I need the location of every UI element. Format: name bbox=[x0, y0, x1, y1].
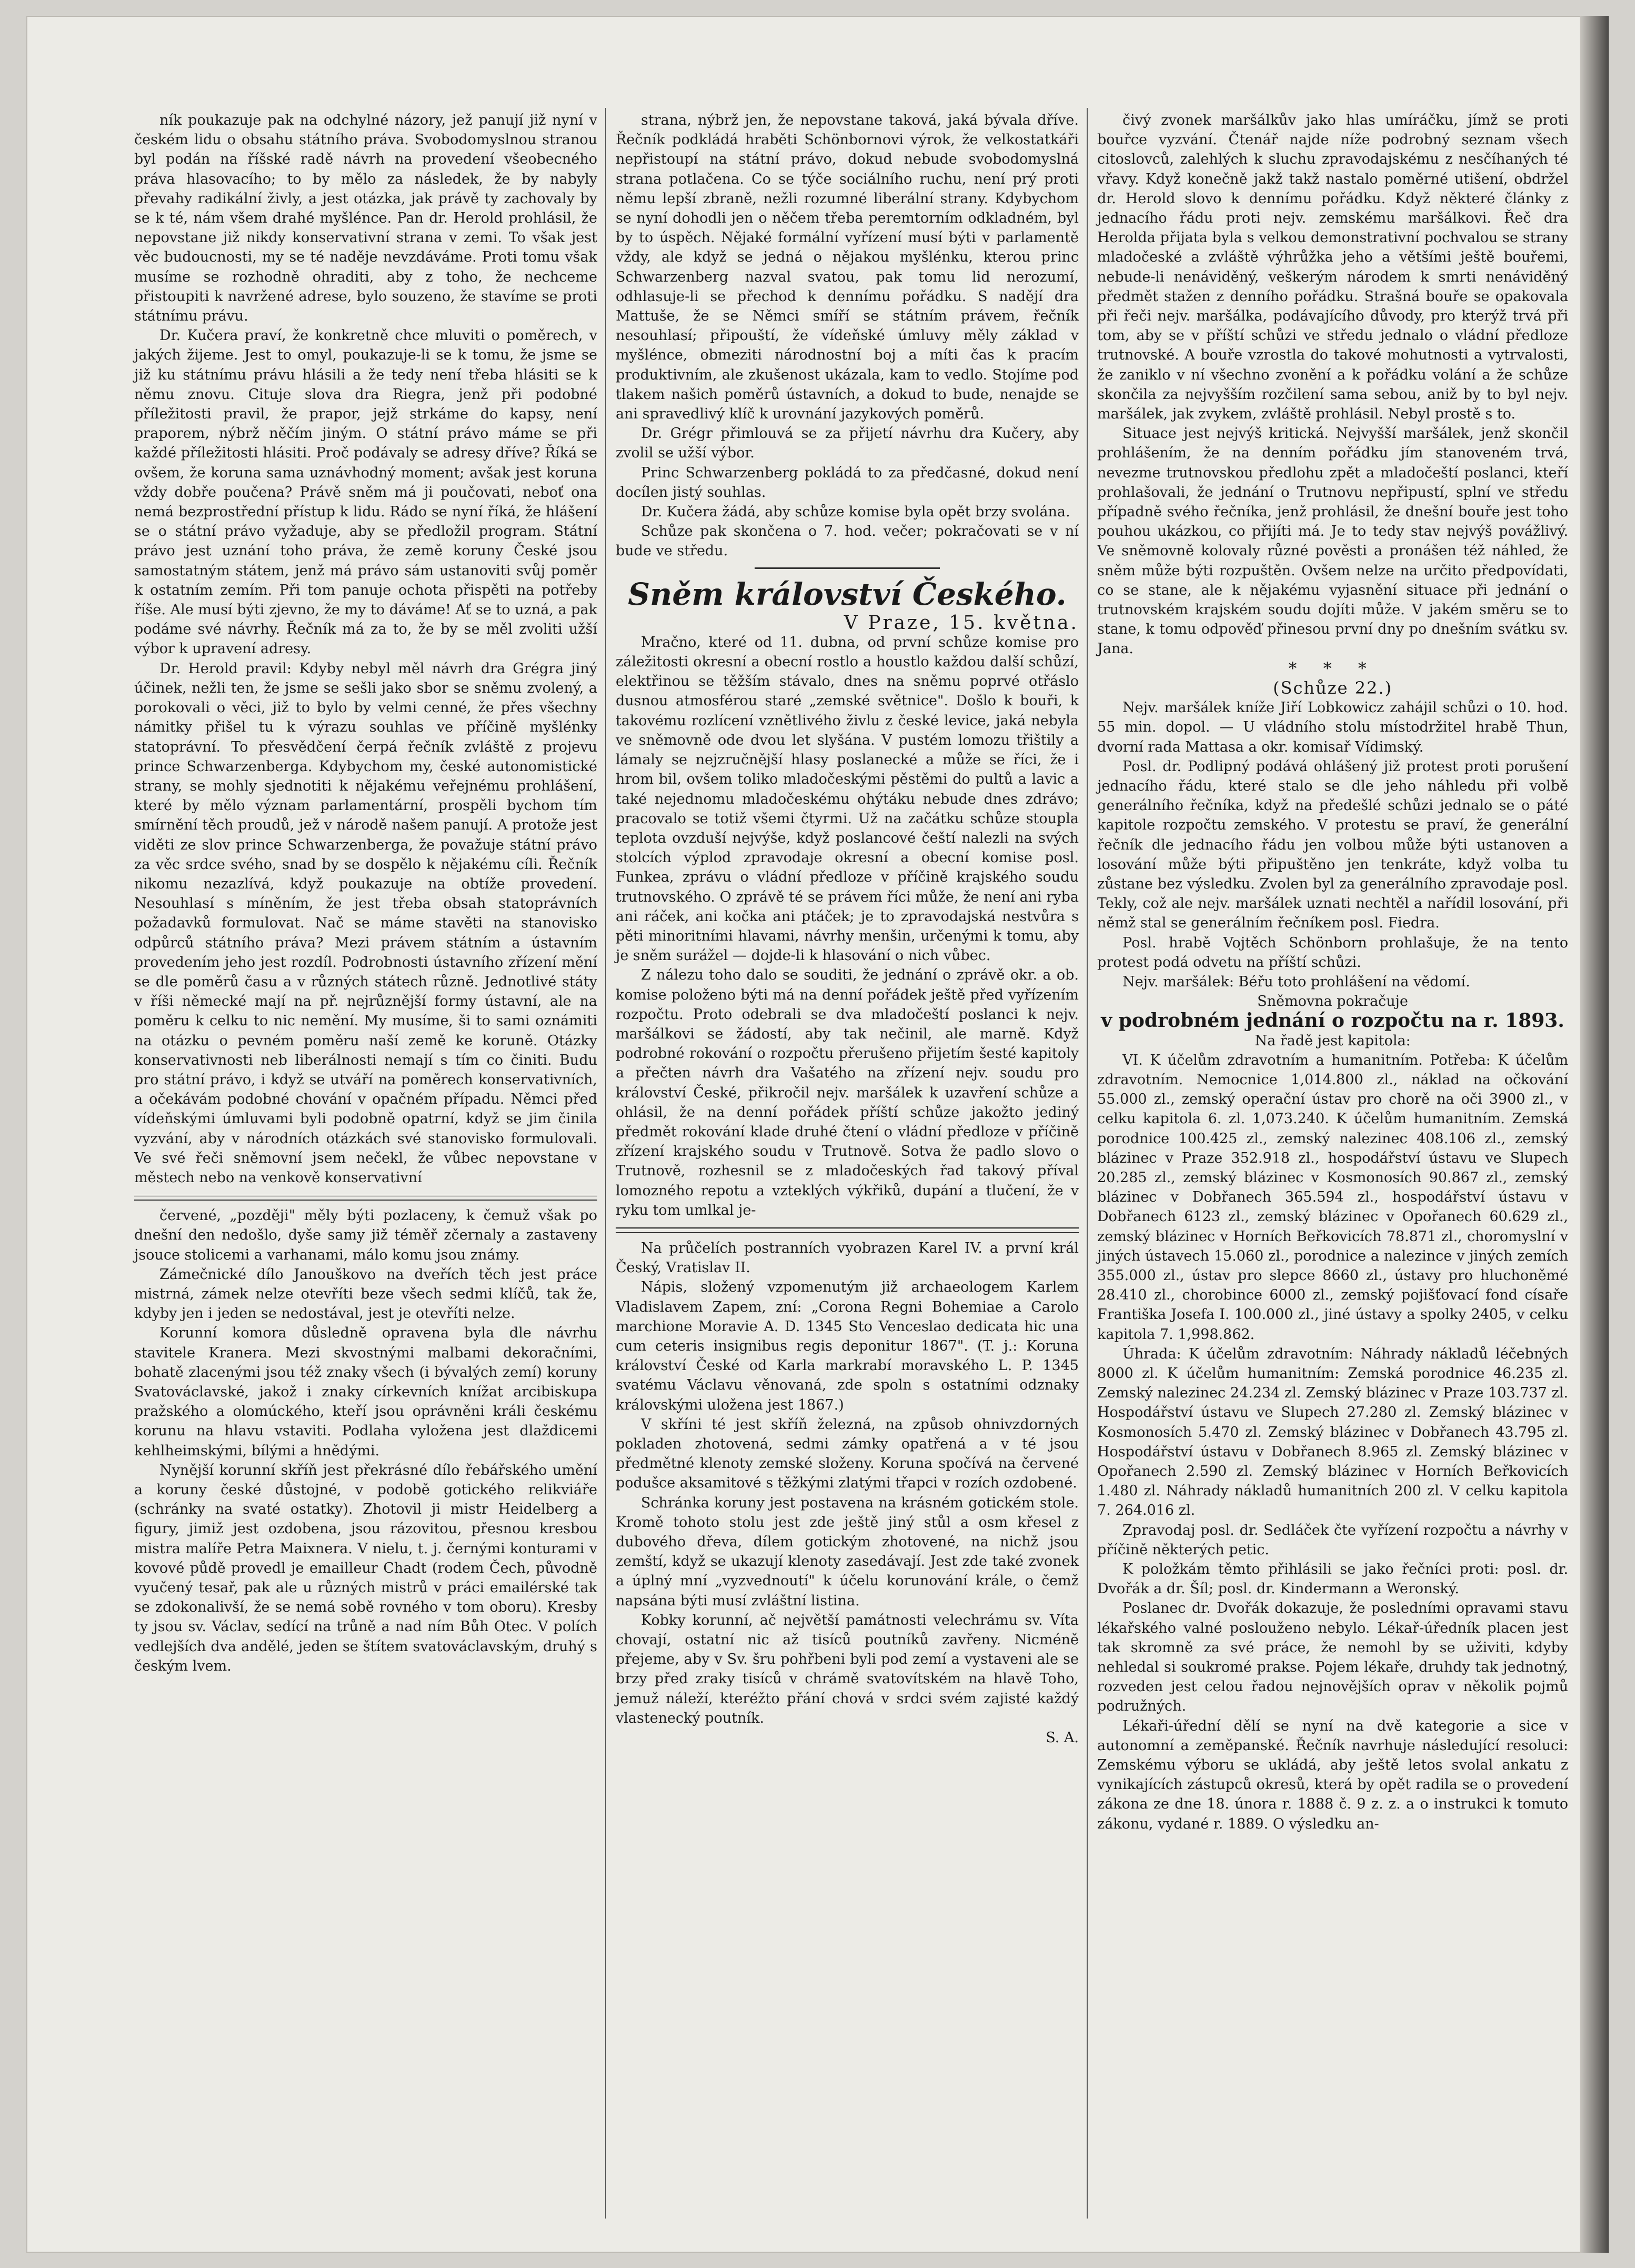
column-2 bbox=[616, 111, 1079, 1747]
heading-rule bbox=[755, 567, 940, 569]
section-divider bbox=[134, 1195, 597, 1201]
section-divider bbox=[616, 1227, 1079, 1233]
article-paragraph: Posl. dr. Podlipný podává ohlášený již protest proti porušení jednacího řádu, které stalo se dle jeho náhledu při volbě generálního řečníka, když na předešlé schůzi jednalo se o páté kapitole rozpočtu zemského. V protestu se praví, že generální řečník dle jednacího řádu jen volbou může býti ustanoven a losování může býti připuštěno jen tenkráte, když volba tu zůstane bez výsledku. Zvolen byl za generálního zpravodaje posl. Tekly, což ale nejv. maršálek uznati nechtěl a nařídil losování, při němž stal se generálním řečníkem posl. Fiedra. bbox=[1097, 758, 1568, 932]
column-divider-right bbox=[1087, 108, 1088, 2219]
article-paragraph: Dr. Kučera praví, že konkretně chce mluviti o poměrech, v jakých žijeme. Jest to omyl, poukazuje-li se k tomu, že jsme se již ku státnímu právu hlásili a že tedy není třeba hlásiti se k němu znovu. Cituje slova dra Riegra, jenž při podobné příležitosti pravil, že prapor, jejž strkáme do kapsy, není praporem, nýbrž něčím jiným. O státní právo máme se při každé příležitosti hlásiti. Proč podávaly se adresy dříve? Říká se ovšem, že koruna sama uznávhodný moment; avšak jest koruna vždy dobře poučena? Právě sněm má ji poučovati, neboť ona nemá bezprostřední přístup k lidu. Rádo se nyní říká, že hlášení se o státní právo vyžaduje, aby se předložil program. Státní právo jest uznání toho práva, že země koruny České jsou samostatným státem, jenž má právo sám ustanoviti svůj poměr k ostatním zemím. Při tom panuje ochota přispěti na potřeby říše. Ale musí býti zjevno, že my to dáváme! Ať se to uzná, a pak podáme své návrhy. Řečník má za to, že by se měl zvoliti užší výbor k upravení adresy. bbox=[134, 327, 597, 657]
article-paragraph: Lékaři-úřední dělí se nyní na dvě kategorie a sice v autonomní a zeměpanské. Řečník navrhuje následující resoluci: Zemskému výboru se ukládá, aby ještě letos svolal ankatu z vynikajících zástupců okresů, která by opět radila se o provedení zákona ze dne 18. února r. 1888 č. 9 z. z. a o instrukci k tomuto zákonu, vydané r. 1889. O výsledku an- bbox=[1097, 1717, 1568, 1832]
article-paragraph: čivý zvonek maršálkův jako hlas umíráčku, jímž se proti bouřce vyzvání. Čtenář najde níže podrobný seznam všech citoslovců, zalehlých k sluchu zpravodajskému z nesčíhaných té vřavy. Když konečně jakž takž nastalo poměrné utišení, obdržel dr. Herold slovo k dennímu pořádku. Když některé články z jednacího řádu proti nejv. zemskému maršálkovi. Řeč dra Herolda přijata byla s velkou demonstrativní pochvalou se strany mladočeské a zvláště výhrůžka jeho a většími ještě bouřemi, nebude-li nenáviděný, veškerým národem k smrti nenáviděný předmět stažen z denního pořádku. Strašná bouře se opakovala při řeči nejv. maršálka, podávajícího důvody, pro kterýž trvá při tom, aby se v příští schůzi ve středu jednalo o vládní předloze trutnovské. A bouře vzrostla do takové mohutnosti a vytrvalosti, že zaniklo v ní všechno zvonění a k pořádku volání a že schůze skončila za nejvyšším rozčilení sama sebou, aniž by to byl nejv. maršálek, jak zvykem, zvláště prohlásil. Nebyl prostě s to. bbox=[1097, 112, 1568, 423]
separator-stars: * * * bbox=[1288, 658, 1377, 678]
feuilleton-paragraph: Na průčelích postranních vyobrazen Karel IV. a první král Český, Vratislav II. bbox=[616, 1240, 1079, 1276]
article-paragraph: Mračno, které od 11. dubna, od první schůze komise pro záležitosti okresní a obecní rostlo a houstlo každou další schůzí, elektřinou se těžším stávalo, dnes na sněmu poprvé otřáslo dusnou atmosférou staré „zemské světnice". Došlo k bouři, k takovému rozlícení vznětlivého živlu z české levice, jaká nebyla ve sněmovně ode dvou let slyšána. V pustém lomozu třištily a lámaly se nejzručnější hlasy poslanecké a může se říci, že i hrom bil, ovšem toliko mladočeskými pěstěmi do pultů a lavic a také nejednomu mladočeskému ohýtáku nebude dnes zdrávo; pracovalo se totiž všemi čtyrmi. Už na začátku schůze stoupla teplota ovzduší nejvýše, když poslancové čeští nalezli na svých stolcích výplod zpravodaje okresní a obecní komise posl. Funkea, zprávu o vládní předloze v příčině krajského soudu trutnovského. O zprávě té se právem říci může, že není ani ryba ani ráček, ani kočka ani ptáček; je to zpravodajská nestvůra s pěti minoritními hlavami, návrhy menšin, určenými k tomu, aby je sněm surážel — dojde-li k hlasování o nich vůbec. bbox=[616, 634, 1079, 964]
article-paragraph: Posl. hrabě Vojtěch Schönborn prohlašuje, že na tento protest podá odvetu na příští schůzi. bbox=[1097, 934, 1568, 971]
author-signature: S. A. bbox=[1046, 1730, 1079, 1746]
feuilleton-paragraph: Zámečnické dílo Janouškovo na dveřích těch jest práce mistrná, zámek nelze otevříti beze všech sedmi klíčů, tak že, kdyby jen i jeden se nedostával, jest je otevříti nelze. bbox=[134, 1266, 597, 1322]
newspaper-page bbox=[26, 16, 1609, 2253]
feuilleton-paragraph: Schránka koruny jest postavena na krásném gotickém stole. Kromě tohoto stolu jest zde ještě jiný stůl a osm křesel z dubového dřeva, dílem gotickým zhotovené, na nichž jsou zemští, když se ukazují klenoty zasedávají. Jest zde také zvonek a úplný mní „vyzvednoutí" k účelu korunování krále, o čemž napsána býti musí zvláštní listina. bbox=[616, 1494, 1079, 1609]
article-paragraph: Zpravodaj posl. dr. Sedláček čte vyřízení rozpočtu a návrhy v příčině některých petic. bbox=[1097, 1522, 1568, 1558]
dateline: V Praze, 15. května. bbox=[844, 612, 1079, 634]
article-paragraph: Dr. Kučera žádá, aby schůze komise byla opět brzy svolána. bbox=[641, 504, 1070, 521]
article-paragraph: Situace jest nejvýš kritická. Nejvyšší maršálek, jenž skončil prohlášením, že na denním pořádku jím stanoveném trvá, nevezme trutnovskou předlohu zpět a mladočeští poslanci, kteří prohlašovali, že jednání o Trutnovu nepřipustí, splní ve středu případně svého řečníka, jenž prohlásil, že dnešní bouře jest toho pouhou ukázkou, co přijíti má. Je to tedy stav nejvýš povážlivý. Ve sněmovně kolovaly různé pověsti a pronášen též náhled, že sněm může býti rozpuštěn. Ovšem nelze na určito předpovídati, co se stane, ale k nějakému vyjasnění situace při jednání o trutnovském krajském soudu dojíti může. V jakém směru se to stane, k tomu odpověď přinesou první dny po dnešním svátku sv. Jana. bbox=[1097, 425, 1568, 657]
article-paragraph: Schůze pak skončena o 7. hod. večer; pokračovati se v ní bude ve středu. bbox=[616, 523, 1079, 559]
feuilleton-paragraph: červené, „později" měly býti pozlaceny, k čemuž však po dnešní den nedošlo, dyše samy již téměř zčernaly a zastaveny jsouce stolicemi a varhanami, málo komu jsou známy. bbox=[134, 1207, 597, 1263]
feuilleton-paragraph: Nynější korunní skříň jest překrásné dílo řebářského umění a koruny české důstojné, v podobě gotického relikviáře (schránky na svaté ostatky). Zhotovil ji mistr Heidelberg a figury, jimiž jest ozdobena, jsou rázovitou, přesnou kresbou mistra malíře Petra Maixnera. V nielu, t. j. černými konturami v kovové půdě provedl je emailleur Chadt (rodem Čech, původně vyučený tesař, pak ale u různých mistrů v práci emailérské tak se zdokonalivší, že se nemá sobě rovného v tom oboru). Kresby ty jsou sv. Václav, sedící na trůně a nad ním Bůh Otec. V polích vedlejších dva andělé, jeden se štítem svatováclavským, druhý s českým lvem. bbox=[134, 1462, 597, 1674]
article-paragraph: ník poukazuje pak na odchylné názory, jež panují již nyní v českém lidu o obsahu státního práva. Svobodomyslnou stranou byl podán na říšské radě návrh na provedení všeobecného práva hlasovacího; to by mělo za následek, že by nabyly převahy radikální živly, a jest otázka, jak právě ty zachovaly by se k té, nám všem drahé myšlénce. Pan dr. Herold prohlásil, že nepovstane již nikdy konservativní strana v zemi. To však jest věc budoucnosti, my se té naděje nevzdáváme. Proti tomu však musíme se rozhodně ohraditi, aby z toho, že nechceme přistoupiti k navržené adrese, bylo souzeno, že stavíme se proti státnímu právu. bbox=[134, 112, 597, 325]
column-divider-left bbox=[605, 108, 606, 2219]
article-paragraph: Úhrada: K účelům zdravotním: Náhrady nákladů léčebných 8000 zl. K účelům humanitním: Zemská porodnice 46.235 zl. Zemský nalezinec 24.234 zl. Zemský blázinec v Praze 103.737 zl. Hospodářství ústavu ve Slupech 27.280 zl. Zemský blázinec v Kosmonosích 5.470 zl. Zemský blázinec v Dobřanech 43.795 zl. Hospodářství ústavu v Dobřanech 8.965 zl. Zemský blázinec v Opořanech 2.590 zl. Zemský blázinec v Horních Beřkovicích 1.480 zl. Náhrady nákladů humanitních 200 zl. V celku kapitola 7. 264.016 zl. bbox=[1097, 1345, 1568, 1519]
section-heading: Sněm království Českého. bbox=[628, 576, 1067, 612]
article-paragraph: Z nálezu toho dalo se souditi, že jednání o zprávě okr. a ob. komise položeno býti má na denní pořádek ještě před vyřízením rozpočtu. Proto odebrali se dva mladočeští poslanci k nejv. maršálkovi se žádostí, aby tak nečinil, ale marně. Když podrobné rokování o rozpočtu přerušeno přijetím šesté kapitoly a přečten návrh dra Vašatého na zřízení nejv. soudu pro království České, přikročil nejv. maršálek k uzavření schůze a ohlásil, že na denní pořádek příští schůze jakožto jediný předmět rokování klade druhé čtení o vládní předloze v příčině zřízení krajského soudu v Trutnově. Sotva že padlo slovo o Trutnově, rozhesnil se z mladočeských řad takový příval lomozného repotu a vzteklých výkřiků, dupání a tlučení, že v ryku tom umlkal je- bbox=[616, 967, 1079, 1218]
article-paragraph: Poslanec dr. Dvořák dokazuje, že posledními opravami stavu lékařského valné poslouženo nebylo. Lékař-úředník placen jest tak skromně za své práce, že nemohl by se uživiti, kdyby nehledal si soukromé prakse. Pojem lékaře, druhdy tak jednotný, rozveden jest celou řadou nejnovějších oprav v několik pojmů podružných. bbox=[1097, 1600, 1568, 1715]
feuilleton-paragraph: Kobky korunní, ač největší památnosti velechrámu sv. Víta chovají, ostatní nic až tisíců poutníků zavřeny. Nicméně přejeme, aby v Sv. šru pohřbeni byli pod zemí a vystaveni ale se brzy před zraky tisíců v chrámě svatovítském na hlavě Toho, jemuž náleží, kteréžto přání chová v srdci svém zajisté každý vlastenecký poutník. bbox=[616, 1612, 1079, 1726]
article-paragraph: Sněmovna pokračuje bbox=[1257, 993, 1408, 1010]
feuilleton-paragraph: Nápis, složený vzpomenutým již archaeologem Karlem Vladislavem Zapem, zní: „Corona Regni Bohemiae a Carolo marchione Moravie A. D. 1345 Sto Venceslao dedicata hic una cum ceteris insignibus regis deponitur 1867". (T. j.: Koruna království České od Karla markrabí moravského L. P. 1345 svatému Václavu věnovaná, zde spoln s ostatními odznaky královskými uložena jest 1867.) bbox=[616, 1279, 1079, 1413]
column-1 bbox=[134, 111, 597, 1676]
article-paragraph: K položkám těmto přihlásili se jako řečníci proti: posl. dr. Dvořák a dr. Šíl; posl. dr. Kindermann a Weronský. bbox=[1097, 1561, 1568, 1597]
scan-edge-shadow bbox=[1580, 16, 1609, 2253]
article-paragraph: Dr. Herold pravil: Kdyby nebyl měl návrh dra Grégra jiný účinek, nežli ten, že jsme se sešli jako sbor se sněmu zvolený, a porokovali o věci, již to bylo by velmi cenné, že přes všechny námitky přišel tu k výrazu souhlas ve příčině myšlénky statoprávní. To přesvědčení čerpá řečník zvláště z projevu prince Schwarzenberga. Kdybychom my, české autonomistické strany, se mohly sjednotiti k nějakému veřejnému prohlášení, které by mělo význam parlamentární, prospěli bychom tím smírnění těch proudů, jež v národě našem panují. A protože jest viděti ze slov prince Schwarzenberga, že považuje státní právo za věc srdce svého, snad by se dospělo k nějakému cíli. Řečník nikomu nezazlívá, když poukazuje na obtíže provedení. Nesouhlasí s míněním, že jest třeba obsah statoprávních požadavků formulovat. Nač se máme stavěti na stanovisko odpůrců státního práva? Mezi právem státním a ústavním provedením jeho jest rozdíl. Podrobnosti ústavního zřízení mění se dle poměrů času a v různých státech různě. Jednotlivé státy v říši německé mají na př. nejrůznější formy ústavní, ale na poměru k celku to nic nemění. My musíme, ši to sami oznámiti na otázku o pevném poměru naší země ke koruně. Otázky konservativnosti neb liberálnosti nemají s tím co činiti. Budu pro státní právo, i když se utváří na poměrech konservativních, a očekávám podobné chování v opačném případu. Němci před vídeňskými úmluvami byli podobně opatrní, když se jim činila vyzvání, aby v národních otázkách své stanovisko formulovali. Ve své řeči sněmovní jsem nečekl, že vůbec nepovstane v městech nebo na venkově konservativní bbox=[134, 660, 597, 1186]
budget-subheading: Na řadě jest kapitola: bbox=[1255, 1032, 1411, 1049]
article-paragraph: strana, nýbrž jen, že nepovstane taková, jaká bývala dříve. Řečník podkládá hraběti Schönbornovi výrok, že velkostatkáři nepřistoupí na státní právo, dokud nebude svobodomyslná strana potlačena. Co se týče sociálního ruchu, není prý proti němu lepší zbraně, nežli rozumné liberální strany. Kdybychom se nyní dohodli jen o něčem třeba peremtorním odkladném, byl by to úspěch. Nějaké formální vyřízení musí býti v parlamentě vždy, ale když se jedná o nějakou myšlénku, kterou princ Schwarzenberg nazval svatou, pak tomu lid nerozumí, odhlasuje-li se přechod k dennímu pořádku. S nadějí dra Mattuše, že se Němci smíří se státním právem, řečník nesouhlasí; připouští, že vídeňské úmluvy měly základ v myšlénce, obmeziti národnostní boj a míti čas k pracím produktivním, ale zkušenost ukázala, kam to vedlo. Stojíme pod tlakem našich poměrů ústavních, a dokud to bude, nenajde se ani spravedlivý klíč k urovnání jazykových poměrů. bbox=[616, 112, 1079, 423]
article-paragraph: Princ Schwarzenberg pokládá to za předčasné, dokud není docílen jistý souhlas. bbox=[616, 464, 1079, 501]
article-paragraph: Dr. Grégr přimlouvá se za přijetí návrhu dra Kučery, aby zvolil se užší výbor. bbox=[616, 425, 1079, 462]
article-paragraph: Nejv. maršálek kníže Jiří Lobkowicz zahájil schůzi o 10. hod. 55 min. dopol. — U vládního stolu místodržitel hrabě Thun, dvorní rada Mattasa a okr. komisař Vídimský. bbox=[1097, 700, 1568, 755]
article-paragraph: VI. K účelům zdravotním a humanitním. Potřeba: K účelům zdravotním. Nemocnice 1,014.800 zl., náklad na očkování 55.000 zl., zemský operační ústav pro chorě na oči 3900 zl., v celku kapitola 6. zl. 1,073.240. K účelům humanitním. Zemská porodnice 100.425 zl., zemský nalezinec 408.106 zl., zemský blázinec v Praze 352.918 zl., hospodářství ústavu ve Slupech 20.285 zl., zemský blázinec v Kosmonosích 90.867 zl., zemský blázinec v Dobřanech 365.594 zl., hospodářství ústavu v Dobřanech 6123 zl., zemský blázinec v Opořanech 60.629 zl., zemský blázinec v Horních Beřkovicích 78.871 zl., choromyslní v jiných ústavech 15.060 zl., porodnice a nalezince v jiných zemích 355.000 zl., ústav pro slepce 8660 zl., ústavy pro hluchoněmé 28.410 zl., chorobince 6000 zl., zemský pojišťovací fond císaře Františka Josefa I. 100.000 zl., jiné ústavy a spolky 2405, v celku kapitola 7. 1,998.862. bbox=[1097, 1052, 1568, 1343]
feuilleton-paragraph: V skříni té jest skříň železná, na způsob ohnivzdorných pokladen zhotovená, sedmi zámky opatřená a v té jsou předmětné klenoty zemské složeny. Koruna spočívá na červené podušce aksamitové s těžkými zlatými třapci v rozích ozdobené. bbox=[616, 1416, 1079, 1492]
column-3 bbox=[1097, 111, 1568, 1834]
budget-heading: v podrobném jednání o rozpočtu na r. 1893. bbox=[1101, 1010, 1564, 1032]
feuilleton-paragraph: Korunní komora důsledně opravena byla dle návrhu stavitele Kranera. Mezi skvostnými malbami dekoračními, bohatě zlacenými jsou též znaky všech (i bývalých zemí) koruny Svatováclavské, jakož i znaky církevních knížat arcibiskupa pražského a olomúckého, kteří jsou oprávněni králi českému korunu na hlavu vstaviti. Podlaha vyložena jest dlaždicemi kehlheimskými, bílými a hnědými. bbox=[134, 1325, 597, 1459]
article-paragraph: Nejv. maršálek: Béřu toto prohlášení na vědomí. bbox=[1122, 973, 1470, 990]
session-title: (Schůze 22.) bbox=[1273, 677, 1392, 698]
